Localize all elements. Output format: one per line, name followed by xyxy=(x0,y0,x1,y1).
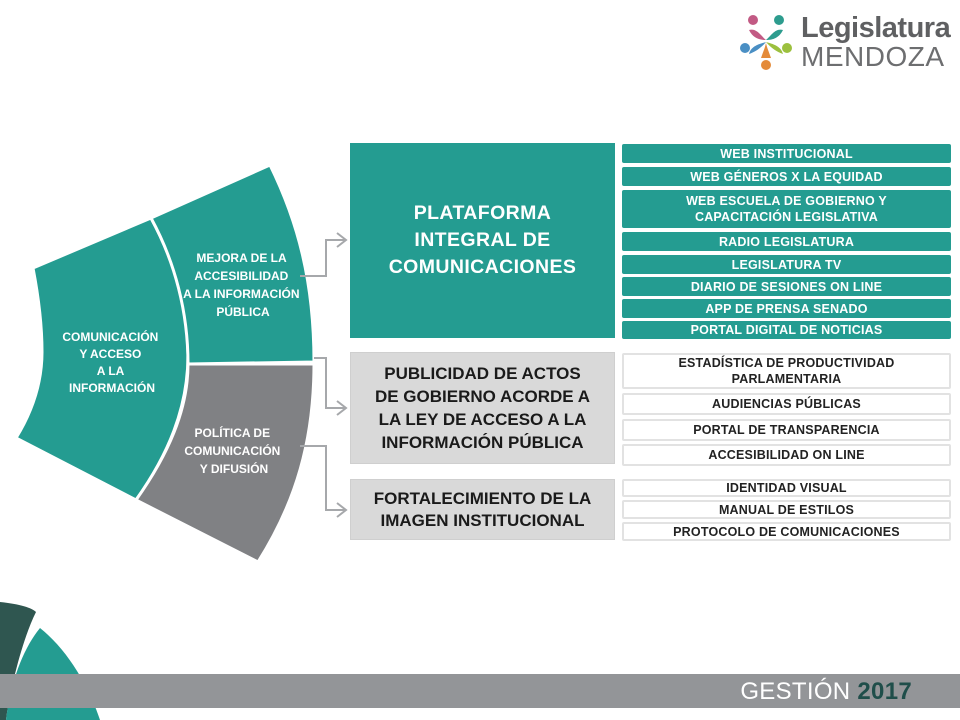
item-audiencias-publicas: AUDIENCIAS PÚBLICAS xyxy=(622,393,951,415)
item-protocolo-comunicaciones: PROTOCOLO DE COMUNICACIONES xyxy=(622,522,951,541)
connector-middle xyxy=(314,358,346,415)
item-app-prensa: APP DE PRENSA SENADO xyxy=(622,299,951,318)
box-publicidad-line-4: INFORMACIÓN PÚBLICA xyxy=(381,433,584,452)
item-radio-legislatura: RADIO LEGISLATURA xyxy=(622,232,951,251)
item-estadistica-productividad: ESTADÍSTICA DE PRODUCTIVIDAD PARLAMENTARIA xyxy=(622,353,951,389)
connector-lower xyxy=(300,446,346,517)
box-fortalecimiento-line-2: IMAGEN INSTITUCIONAL xyxy=(380,510,585,530)
logo-text-legislatura: Legislatura xyxy=(801,12,951,44)
item-diario-sesiones: DIARIO DE SESIONES ON LINE xyxy=(622,277,951,296)
box-publicidad-line-2: DE GOBIERNO ACORDE A xyxy=(374,387,591,406)
footer-label: GESTIÓN xyxy=(740,678,851,705)
box-publicidad-line-3: LA LEY DE ACCESO A LA xyxy=(378,410,587,429)
footer-year: 2017 xyxy=(857,678,912,705)
box-plataforma-line-2: INTEGRAL DE xyxy=(414,229,551,251)
arc-upper-label: MEJORA DE LA ACCESIBILIDAD A LA INFORMACIÓN PÚBLICA xyxy=(183,251,300,319)
box-publicidad-actos xyxy=(350,352,615,464)
item-web-generos: WEB GÉNEROS X LA EQUIDAD xyxy=(622,167,951,186)
arc-center-label: COMUNICACIÓN Y ACCESO A LA INFORMACIÓN xyxy=(62,330,159,395)
item-identidad-visual: IDENTIDAD VISUAL xyxy=(622,479,951,497)
item-accesibilidad-online: ACCESIBILIDAD ON LINE xyxy=(622,444,951,466)
item-portal-noticias: PORTAL DIGITAL DE NOTICIAS xyxy=(622,321,951,339)
box-publicidad-line-1: PUBLICIDAD DE ACTOS xyxy=(384,364,581,383)
item-manual-estilos: MANUAL DE ESTILOS xyxy=(622,500,951,519)
item-web-escuela-gobierno: WEB ESCUELA DE GOBIERNO Y CAPACITACIÓN LEGISLATIVA xyxy=(622,190,951,228)
logo-text-mendoza: MENDOZA xyxy=(801,41,945,72)
item-legislatura-tv: LEGISLATURA TV xyxy=(622,255,951,274)
arc-lower-label: POLÍTICA DE COMUNICACIÓN Y DIFUSIÓN xyxy=(184,426,281,476)
box-fortalecimiento-imagen xyxy=(350,479,615,540)
box-plataforma-line-3: COMUNICACIONES xyxy=(388,256,577,278)
box-fortalecimiento-line-1: FORTALECIMIENTO DE LA xyxy=(373,488,592,508)
footer-gestion xyxy=(740,678,912,706)
box-plataforma-integral xyxy=(350,143,615,338)
item-web-institucional: WEB INSTITUCIONAL xyxy=(622,144,951,163)
item-portal-transparencia: PORTAL DE TRANSPARENCIA xyxy=(622,419,951,441)
box-plataforma-line-1: PLATAFORMA xyxy=(413,202,552,224)
